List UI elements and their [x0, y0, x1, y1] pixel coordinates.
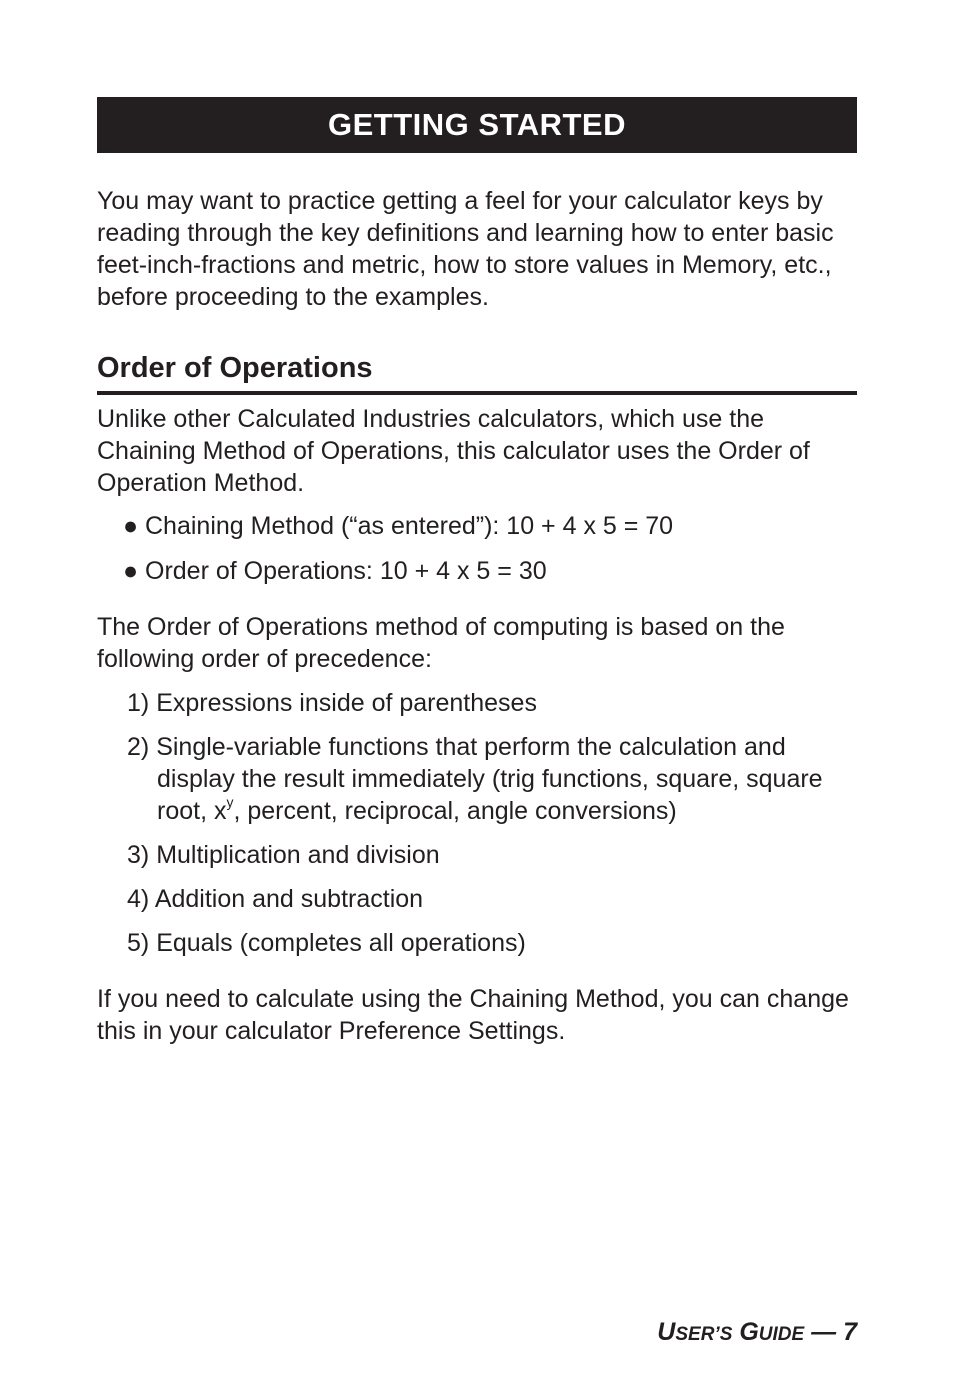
bullet-icon: ●: [123, 557, 139, 585]
item-text: Multiplication and division: [156, 841, 440, 869]
list-item: [97, 839, 857, 871]
bullet-text: Chaining Method (“as entered”): 10 + 4 x 5 = 70: [145, 512, 674, 540]
item-text: Equals (completes all operations): [156, 929, 526, 957]
list-item: [97, 687, 857, 719]
item-text: Single-variable functions that perform the calculation and display the result immediately (trig functions, square, square root, x: [156, 733, 823, 825]
footer-text: G: [739, 1318, 759, 1346]
superscript: y: [226, 793, 234, 810]
item-number: 5): [127, 929, 150, 957]
item-number: 1): [127, 689, 150, 717]
item-number: 2): [127, 733, 150, 761]
closing-paragraph: If you need to calculate using the Chaining Method, you can change this in your calculator Preference Settings.: [97, 985, 849, 1045]
order-paragraph: Unlike other Calculated Industries calculators, which use the Chaining Method of Operations, this calculator uses the Order of Operation Method.: [97, 405, 810, 497]
list-item: [97, 555, 857, 587]
footer-text: U: [657, 1318, 676, 1346]
item-number: 4): [127, 885, 150, 913]
list-item: [97, 510, 857, 542]
footer-text: ’: [714, 1324, 720, 1345]
intro-paragraph: You may want to practice getting a feel for your calculator keys by reading through the key definitions and learning how to enter basic feet-inch-fractions and metric, how to store values in Memory, etc., before proceeding to the examples.: [97, 187, 834, 311]
list-item: [97, 883, 857, 915]
list-item: [97, 927, 857, 959]
page-number: — 7: [804, 1318, 857, 1346]
item-number: 3): [127, 841, 150, 869]
precedence-list: [97, 687, 857, 959]
page-footer: [657, 1316, 857, 1351]
footer-text: UIDE: [758, 1324, 805, 1345]
item-text: Expressions inside of parentheses: [156, 689, 537, 717]
item-text-continued: , percent, reciprocal, angle conversions): [233, 797, 677, 825]
page-content: [97, 97, 857, 1047]
method-bullet-list: [97, 510, 857, 587]
section-banner: GETTING STARTED: [97, 97, 857, 153]
bullet-icon: ●: [123, 512, 139, 540]
order-of-operations-heading: Order of Operations: [97, 351, 857, 395]
footer-text: SER: [675, 1324, 715, 1345]
list-item: [97, 731, 857, 827]
bullet-text: Order of Operations: 10 + 4 x 5 = 30: [145, 557, 547, 585]
precedence-intro: The Order of Operations method of computing is based on the following order of precedence:: [97, 613, 785, 673]
item-text: Addition and subtraction: [154, 885, 424, 913]
footer-text: S: [719, 1324, 733, 1345]
